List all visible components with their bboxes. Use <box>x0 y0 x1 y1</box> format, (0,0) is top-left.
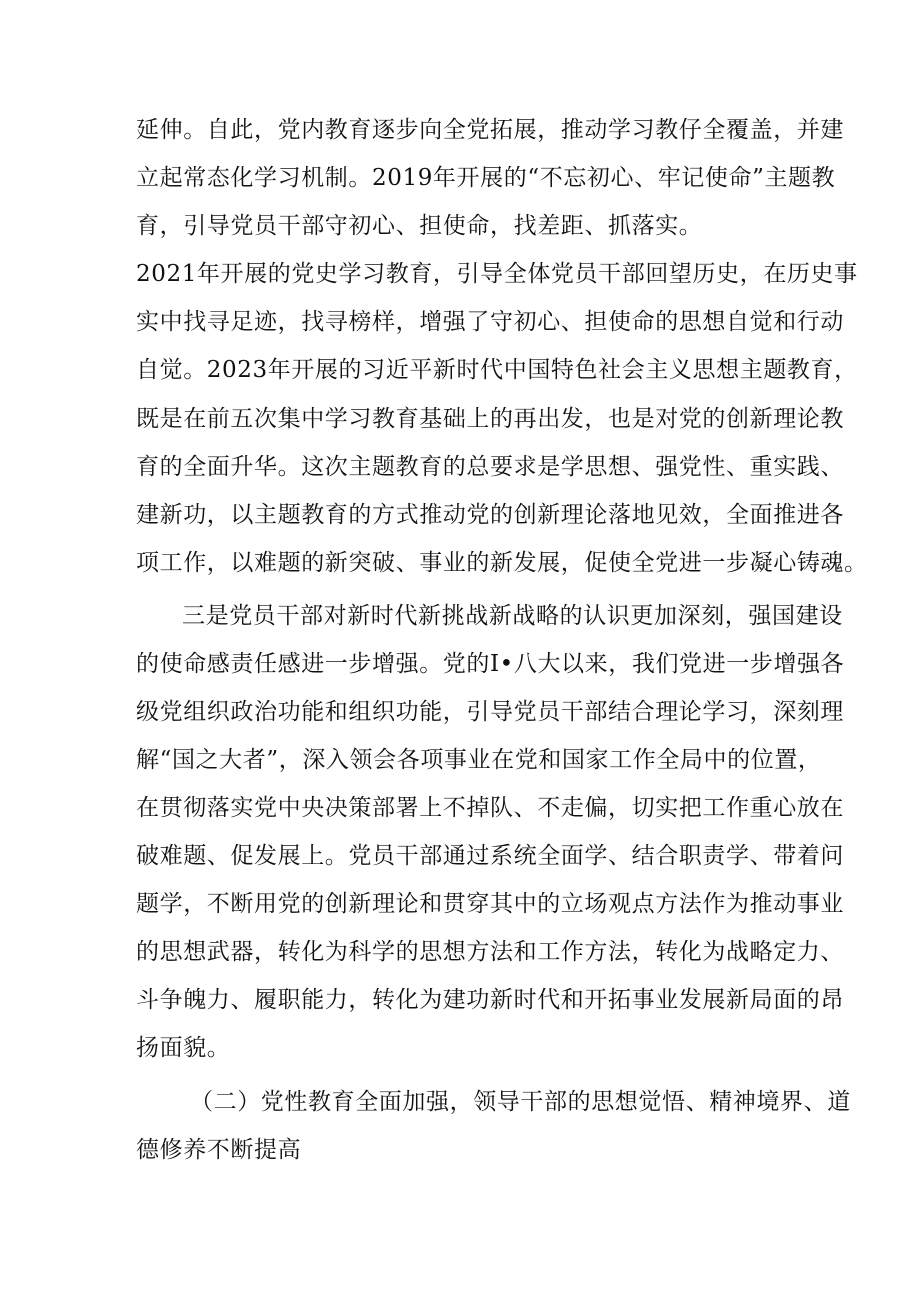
text-line: 破难题、促发展上。党员干部通过系统全面学、结合职责学、带着问 <box>136 843 844 869</box>
text-line: 的思想武器，转化为科学的思想方法和工作方法，转化为战略定力、 <box>136 939 844 965</box>
text-line: 建新功，以主题教育的方式推动党的创新理论落地见效，全面推进各 <box>136 502 844 528</box>
section-heading: （二）党性教育全面加强，领导干部的思想觉悟、精神境界、道 <box>190 1089 851 1115</box>
text-line: 实中找寻足迹，找寻榜样，增强了守初心、担使命的思想自觉和行动 <box>136 309 844 335</box>
text-line: 立起常态化学习机制。2019年开展的“不忘初心、牢记使命”主题教 <box>136 165 836 191</box>
paragraph-first-line: 三是党员干部对新时代新挑战新战略的认识更加深刻，强国建设 <box>182 603 843 629</box>
text-line: 育的全面升华。这次主题教育的总要求是学思想、强党性、重实践、 <box>136 454 844 480</box>
text-line: 自觉。2023年开展的习近平新时代中国特色社会主义思想主题教育， <box>136 357 858 383</box>
section-heading-continuation: 德修养不断提高 <box>136 1137 302 1163</box>
text-line: 育，引导党员干部守初心、担使命，找差距、抓落实。 <box>136 213 703 239</box>
text-line: 解“国之大者”，深入领会各项事业在党和国家工作全局中的位置， <box>136 747 822 773</box>
text-line: 题学，不断用党的创新理论和贯穿其中的立场观点方法作为推动事业 <box>136 891 844 917</box>
text-line: 2021年开展的党史学习教育，引导全体党员干部回望历史，在历史事 <box>136 261 858 287</box>
text-line: 延伸。自此，党内教育逐步向全党拓展，推动学习教仔全覆盖，并建 <box>136 117 844 143</box>
text-line: 在贯彻落实党中央决策部署上不掉队、不走偏，切实把工作重心放在 <box>136 795 844 821</box>
text-line: 的使命感责任感进一步增强。党的I•八大以来，我们党进一步增强各 <box>136 651 845 677</box>
text-line: 既是在前五次集中学习教育基础上的再出发，也是对党的创新理论教 <box>136 406 844 432</box>
text-line: 扬面貌。 <box>136 1035 231 1061</box>
text-line: 斗争魄力、履职能力，转化为建功新时代和开拓事业发展新局面的昂 <box>136 987 844 1013</box>
text-line: 项工作，以难题的新突破、事业的新发展，促使全党进一步凝心铸魂。 <box>136 550 868 576</box>
text-line: 级党组织政治功能和组织功能，引导党员干部结合理论学习，深刻理 <box>136 699 844 725</box>
